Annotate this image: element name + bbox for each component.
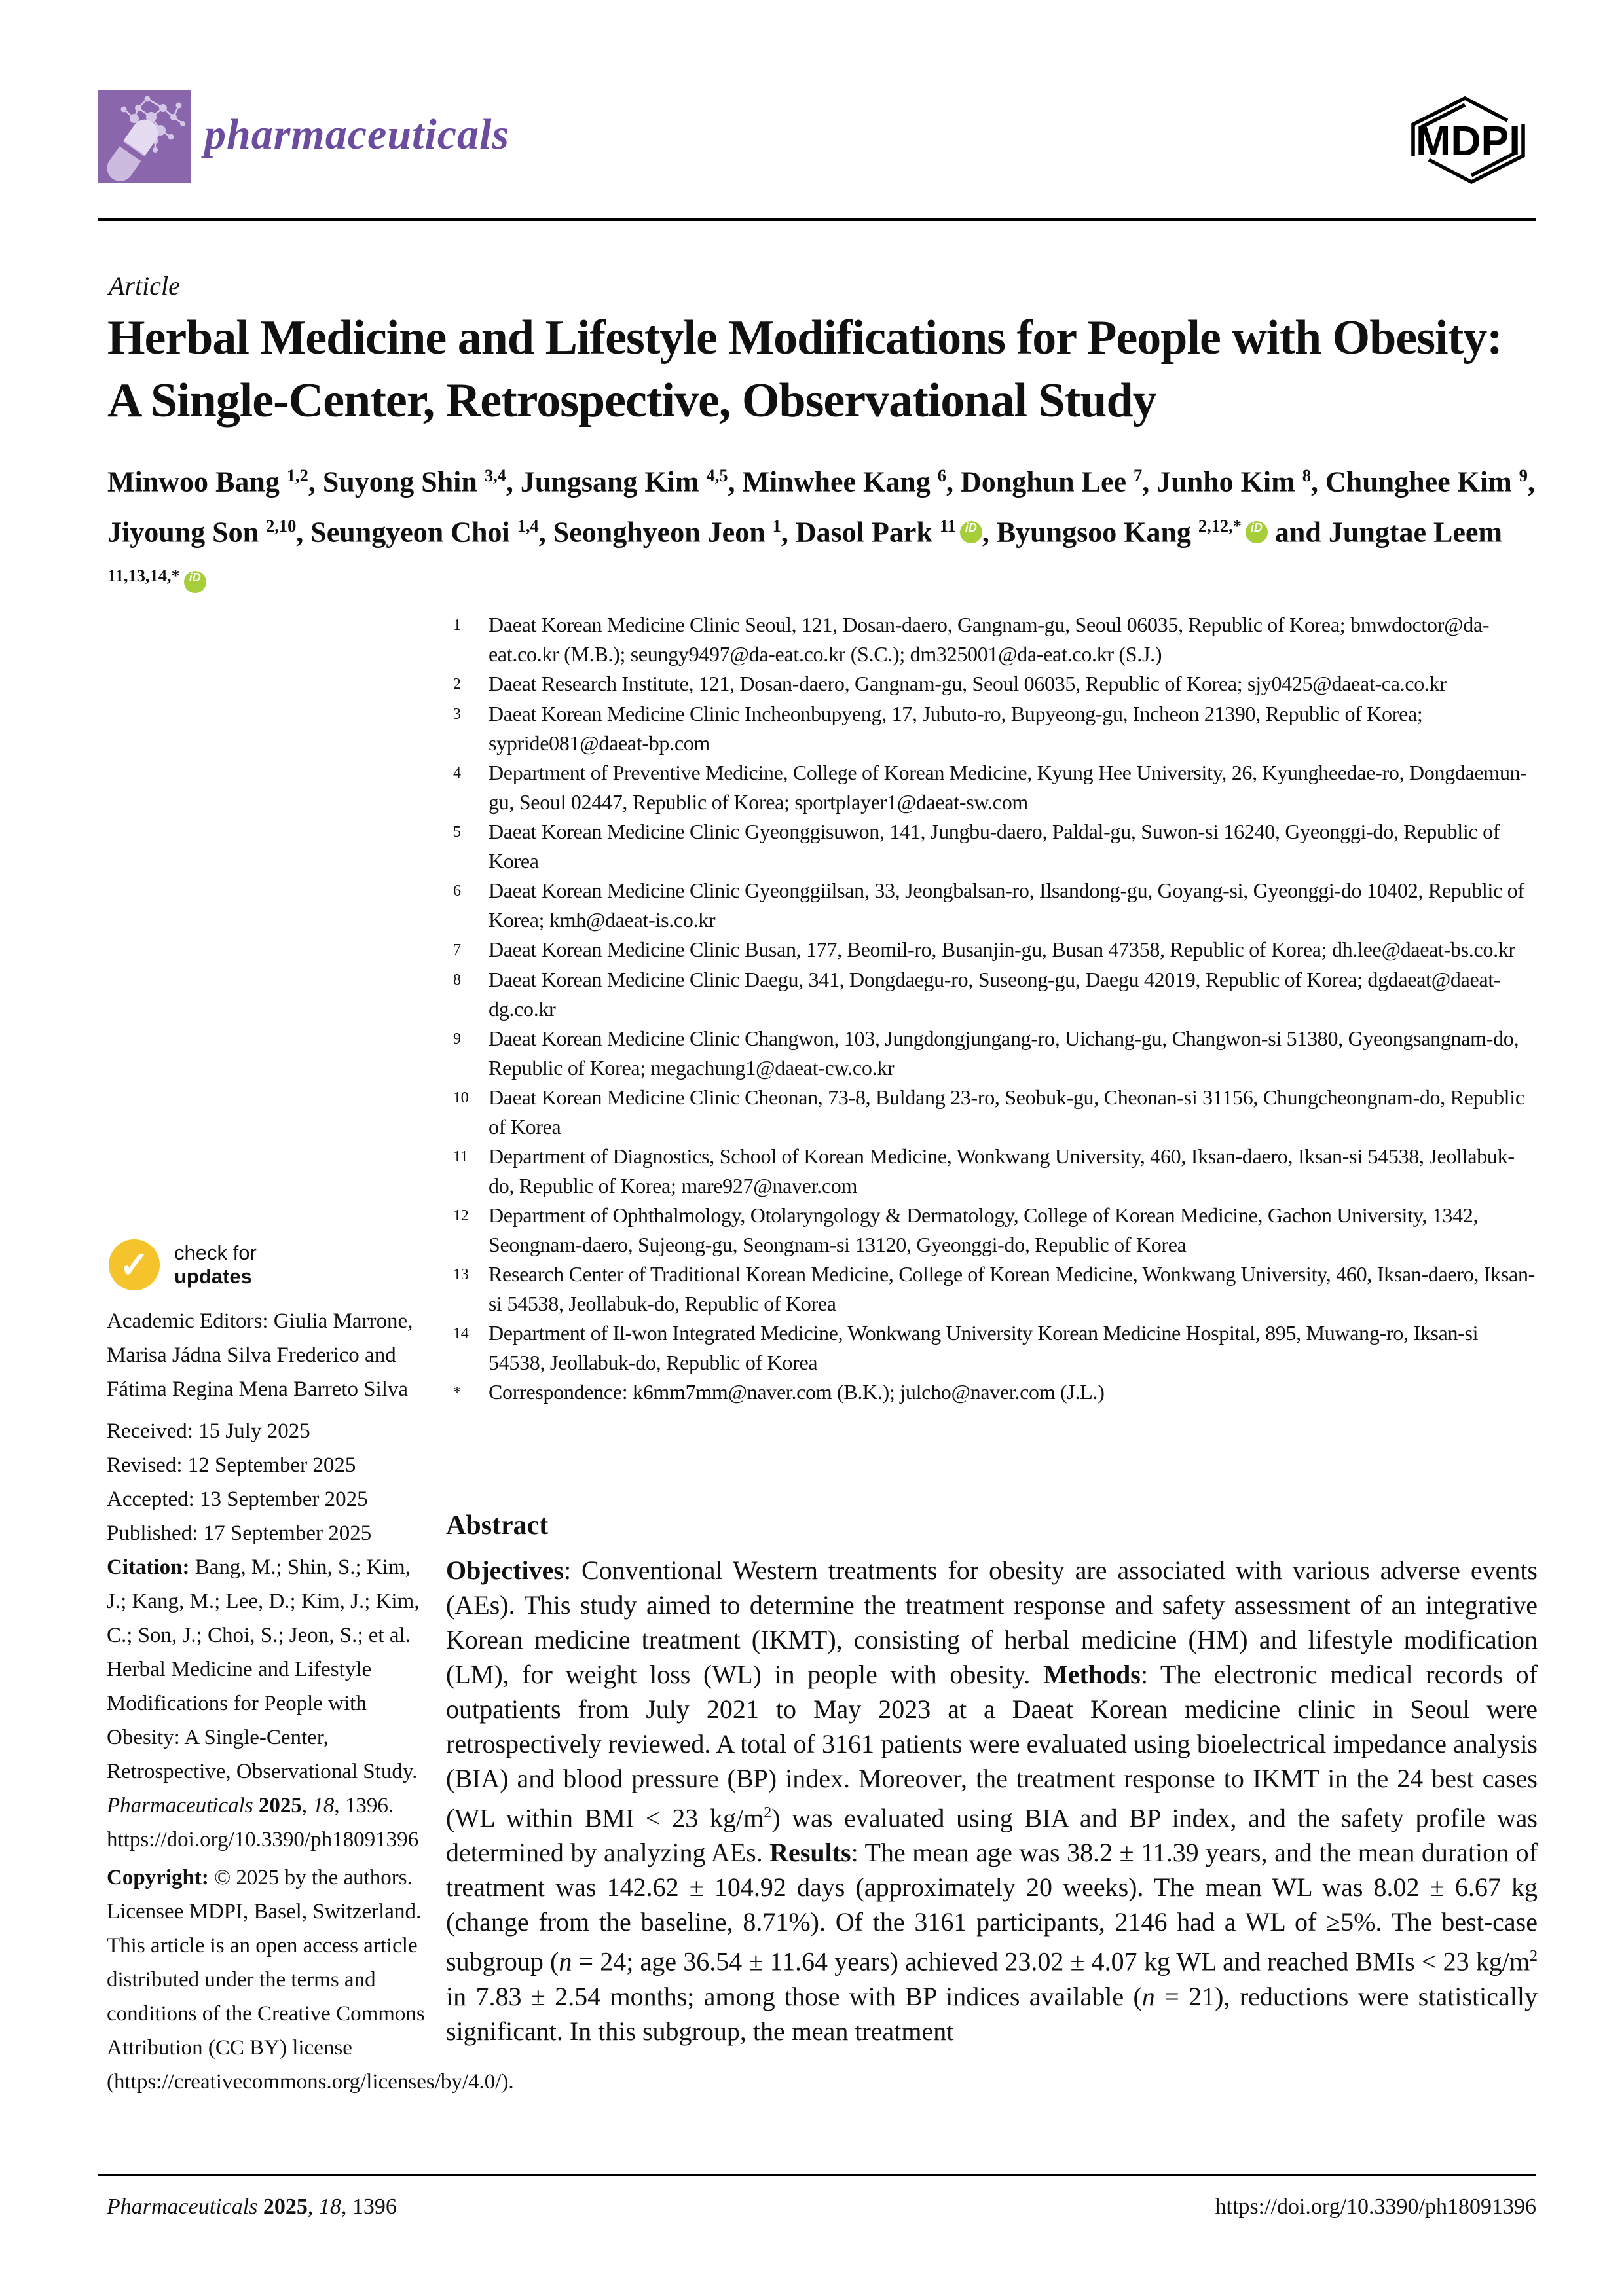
check-for-updates-badge[interactable] — [109, 1239, 257, 1290]
footer-journal-reference: Pharmaceuticals 2025, 18, 1396 — [107, 2195, 397, 2219]
published-date: Published: 17 September 2025 — [107, 1522, 372, 1545]
affiliations-list — [453, 610, 1538, 1408]
affiliation-item: 1 Daeat Korean Medicine Clinic Seoul, 121, Dosan-daero, Gangnam-gu, Seoul 06035, Republic of Korea; bmwdoctor@da-eat.co.kr (M.B.); seungy9497@da-eat.co.kr (S.C.); dm325001@da-eat.co.kr (S.J.) — [453, 613, 1490, 666]
svg-text:MDPI: MDPI — [1416, 117, 1521, 164]
footer-divider — [98, 2174, 1536, 2176]
abstract-text: Objectives: Conventional Western treatments for obesity are associated with various adverse events (AEs). This study aimed to determine the treatment response and safety assessment of an integrative Korean medicine treatment (IKMT), consisting of herbal medicine (HM) and lifestyle modification (LM), for weight loss (WL) in people with obesity. Methods: The electronic medical records of outpatients from July 2021 to May 2023 at a Daeat Korean medicine clinic in Seoul were retrospectively reviewed. A total of 3161 patients were evaluated using bioelectrical impedance analysis (BIA) and blood pressure (BP) index. Moreover, the treatment response to IKMT in the 24 best cases (WL within BMI < 23 $kg/m^2$) was evaluated using BIA and BP index, and the safety profile was determined by analyzing AEs. Results: The mean age was 38.2 ± 11.39 years, and the mean duration of treatment was 142.62 ± 104.92 days (approximately 20 weeks). The mean WL was 8.02 ± 6.67 kg (change from the baseline, 8.71%). Of the 3161 participants, 2146 had a WL of ≥5%. The best-case subgroup (n = 24; age 36.54 ± 11.64 years) achieved 23.02 ± 4.07 kg WL and reached BMIs < 23 $kg/m^2$ in 7.83 ± 2.54 months; among those with BP indices available (n = 21), reductions were statistically significant. In this subgroup, the mean treatment — [446, 1556, 1538, 2046]
orcid-icon[interactable]: iD — [184, 571, 206, 593]
affiliation-item: 6 Daeat Korean Medicine Clinic Gyeonggiilsan, 33, Jeongbalsan-ro, Ilsandong-gu, Goyang-si, Gyeonggi-do 10402, Republic of Korea; kmh@daeat-is.co.kr — [453, 879, 1524, 932]
affiliation-correspondence: * Correspondence: k6mm7mm@naver.com (B.K.); julcho@naver.com (J.L.) — [453, 1380, 1105, 1404]
check-icon: ✓ — [109, 1239, 160, 1290]
abstract-heading: Abstract — [446, 1510, 549, 1540]
affiliation-item: 11 Department of Diagnostics, School of Korean Medicine, Wonkwang University, 460, Iksan-daero, Iksan-si 54538, Jeollabuk-do, Republic of Korea; mare927@naver.com — [453, 1144, 1515, 1197]
received-date: Received: 15 July 2025 — [107, 1419, 310, 1443]
affiliation-item: 7 Daeat Korean Medicine Clinic Busan, 177, Beomil-ro, Busanjin-gu, Busan 47358, Republic of Korea; dh.lee@daeat-bs.co.kr — [453, 938, 1515, 961]
copyright-block: Copyright: © 2025 by the authors. Licensee MDPI, Basel, Switzerland. This article is an open access article distributed under the terms and conditions of the Creative Commons Attribution (CC BY) license (https://creativecommons.org/licenses/by/4.0/). — [107, 1866, 514, 2094]
academic-editors: Academic Editors: Giulia Marrone, Marisa Jádna Silva Frederico and Fátima Regina Mena Barreto Silva — [107, 1309, 413, 1401]
affiliation-item: 8 Daeat Korean Medicine Clinic Daegu, 341, Dongdaegu-ro, Suseong-gu, Daegu 42019, Republic of Korea; dgdaeat@daeat-dg.co.kr — [453, 968, 1501, 1021]
pill-molecule-icon — [98, 90, 191, 183]
affiliation-item: 2 Daeat Research Institute, 121, Dosan-daero, Gangnam-gu, Seoul 06035, Republic of Korea; sjy0425@daeat-ca.co.kr — [453, 672, 1447, 695]
citation-block: Citation: Bang, M.; Shin, S.; Kim, J.; Kang, M.; Lee, D.; Kim, J.; Kim, C.; Son, J.; Choi, S.; Jeon, S.; et al. Herbal Medicine and Lifestyle Modifications for People with Obesity: A Single-Center, Retrospective, Observational Study. Pharmaceuticals 2025, 18, 1396. https://doi.org/10.3390/ph18091396 — [107, 1556, 420, 1851]
affiliation-item: 13 Research Center of Traditional Korean Medicine, College of Korean Medicine, Wonkwang University, 460, Iksan-daero, Iksan-si 54538, Jeollabuk-do, Republic of Korea — [453, 1262, 1535, 1315]
affiliation-item: 14 Department of Il-won Integrated Medicine, Wonkwang University Korean Medicine Hospital, 895, Muwang-ro, Iksan-si 54538, Jeollabuk-do, Republic of Korea — [453, 1321, 1479, 1374]
orcid-icon[interactable]: iD — [1246, 521, 1268, 543]
pharmaceuticals-journal-logo — [98, 90, 191, 183]
footer-doi-link[interactable]: https://doi.org/10.3390/ph18091396 — [1215, 2195, 1536, 2219]
orcid-icon[interactable]: iD — [960, 521, 982, 543]
article-history — [107, 1414, 429, 1550]
header-divider — [98, 218, 1536, 221]
affiliation-item: 3 Daeat Korean Medicine Clinic Incheonbupyeng, 17, Jubuto-ro, Bupyeong-gu, Incheon 21390, Republic of Korea; sypride081@daeat-bp.com — [453, 702, 1423, 755]
affiliation-item: 12 Department of Ophthalmology, Otolaryngology & Dermatology, College of Korean Medicine, Gachon University, 1342, Seongnam-daero, Sujeong-gu, Seongnam-si 13120, Gyeonggi-do, Republic of Korea — [453, 1203, 1479, 1256]
mdpi-logo — [1399, 90, 1538, 193]
accepted-date: Accepted: 13 September 2025 — [107, 1487, 368, 1511]
affiliation-item: 10 Daeat Korean Medicine Clinic Cheonan, 73-8, Buldang 23-ro, Seobuk-gu, Cheonan-si 31156, Chungcheongnam-do, Republic of Korea — [453, 1085, 1524, 1139]
page-title: Herbal Medicine and Lifestyle Modifications for People with Obesity: A Single-Center, Retrospective, Observational Study — [107, 311, 1502, 428]
affiliation-item: 4 Department of Preventive Medicine, College of Korean Medicine, Kyung Hee University, 26, Kyungheedae-ro, Dongdaemun-gu, Seoul 02447, Republic of Korea; sportplayer1@daeat-sw.com — [453, 761, 1527, 814]
revised-date: Revised: 12 September 2025 — [107, 1453, 356, 1477]
affiliation-item: 5 Daeat Korean Medicine Clinic Gyeonggisuwon, 141, Jungbu-daero, Paldal-gu, Suwon-si 16240, Gyeonggi-do, Republic of Korea — [453, 820, 1500, 873]
authors-line: Minwoo Bang $^{1,2}$, Suyong Shin $^{3,4}$, Jungsang Kim $^{4,5}$, Minwhee Kang $^6$, Donghun Lee $^7$, Junho Kim $^8$, Chunghee Kim $^9$, Jiyoung Son $^{2,10}$, Seungyeon Choi $^{1,4}$, Seonghyeon Jeon $^1$, Dasol Park $^{11}$ iD , Byungsoo Kang $^{2,12,*}$ iD and Jungtae Leem $^{11,13,14,*}$ iD — [107, 454, 1545, 604]
affiliation-item: 9 Daeat Korean Medicine Clinic Changwon, 103, Jungdongjungang-ro, Uichang-gu, Changwon-si 51380, Gyeongsangnam-do, Republic of Korea; megachung1@daeat-cw.co.kr — [453, 1027, 1519, 1080]
journal-name: pharmaceuticals — [204, 111, 510, 158]
mdpi-hexagon-icon — [1399, 90, 1538, 190]
article-type-label: Article — [109, 271, 180, 301]
check-for-updates-label: check for updates — [174, 1241, 257, 1288]
